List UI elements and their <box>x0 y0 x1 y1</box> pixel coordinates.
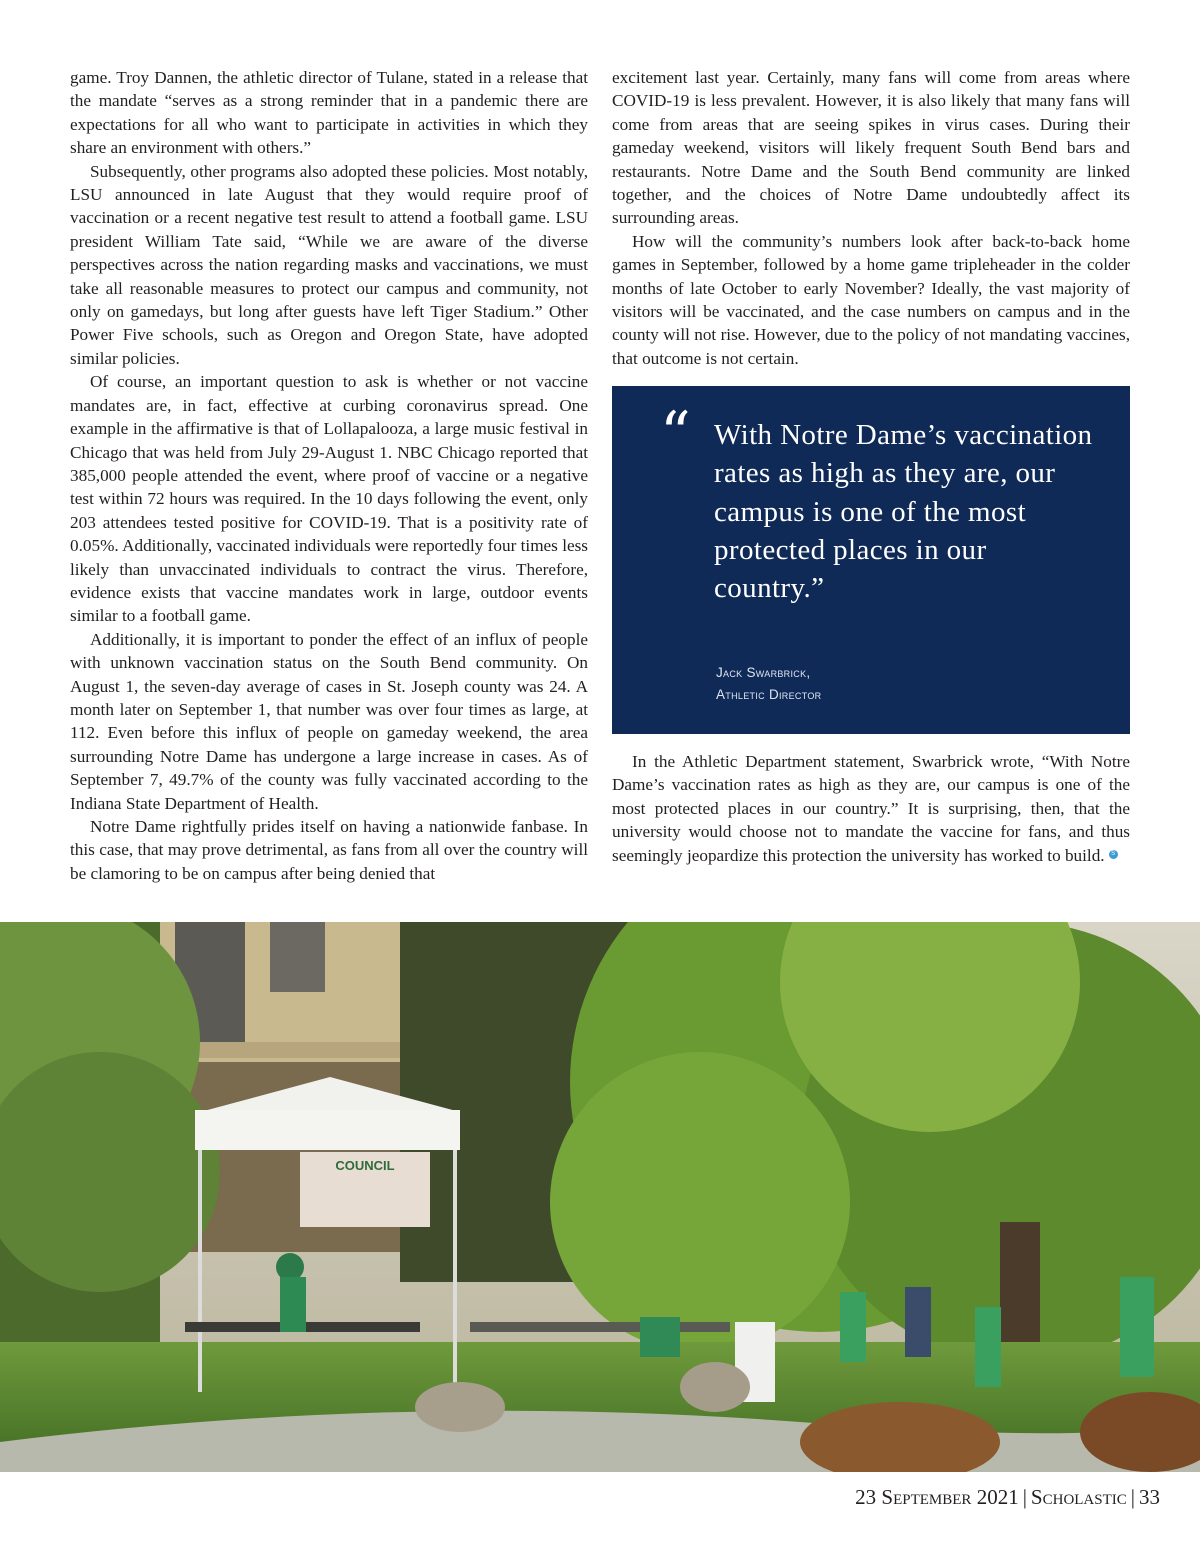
paragraph: How will the community’s numbers look after back-to-back home games in September, followed by a home game tripleheader in the colder months of late October to early November? Ideally, the vast majority of visitors will be vaccinated, and the case numbers on campus and in the county will not rise. However, due to the policy of not mandating vaccines, that outcome is not certain. <box>612 231 1130 368</box>
attribution-name: Jack Swarbrick, <box>716 665 811 680</box>
paragraph: Additionally, it is important to ponder the effect of an influx of people with unknown vaccination status on the South Bend community. On August 1, the seven-day average of cases in St. Joseph county was 24. A month later on September 1, that number was over four times as large, at 112. Even before this influx of people on gameday weekend, the area surrounding Notre Dame has undergone a large increase in cases. As of September 7, 49.7% of the county was fully vaccinated according to the Indiana State Department of Health. <box>70 629 588 813</box>
paragraph: Of course, an important question to ask is whether or not vaccine mandates are, in fact, effective at curbing coronavirus spread. One example in the affirmative is that of Lollapalooza, a large music festival in Chicago that was held from July 29-August 1. NBC Chicago reported that 385,000 people attended the event, where proof of vaccine or a negative test within 72 hours was required. In the 10 days following the event, only 203 attendees tested positive for COVID-19. That is a positivity rate of 0.05%. Additionally, vaccinated individuals were reportedly four times less likely than unvaccinated individuals to contract the virus. Therefore, evidence exists that vaccine mandates work in large, outdoor events similar to a football game. <box>70 372 588 626</box>
pull-quote <box>612 386 1130 734</box>
paragraph: Notre Dame rightfully prides itself on having a nationwide fanbase. In this case, that may prove detrimental, as fans from all over the country will be clamoring to be on campus after being denied that <box>70 817 588 883</box>
banner-text: COUNCIL <box>335 1158 395 1173</box>
page-footer <box>855 1484 1160 1510</box>
pull-quote-text: With Notre Dame’s vaccination rates as high as they are, our campus is one of the most protected places in our country.” <box>714 419 1093 605</box>
paragraph: excitement last year. Certainly, many fans will come from areas where COVID-19 is less prevalent. However, it is also likely that many fans will come from areas that are seeing spikes in virus cases. During their gameday weekend, visitors will likely frequent South Bend bars and restaurants. Notre Dame and the South Bend community are linked together, and the choices of Notre Dame undoubtedly affect its surrounding areas. <box>612 68 1130 228</box>
page-number: 33 <box>1139 1485 1160 1509</box>
divider: | <box>1022 1485 1027 1509</box>
paragraph <box>612 750 1130 867</box>
paragraph: game. Troy Dannen, the athletic director of Tulane, stated in a release that the mandate “serves as a strong reminder that in a pandemic there are expectations for all who want to participate in activities in which they share an environment with others.” <box>70 68 588 158</box>
photo-illustration <box>0 922 1200 1472</box>
attribution-role: Athletic Director <box>716 687 822 702</box>
divider: | <box>1130 1485 1135 1509</box>
end-of-article-icon: S <box>1109 850 1118 859</box>
article-column-right <box>612 66 1130 370</box>
campus-tailgate-photo <box>0 922 1200 1472</box>
closing-paragraph-text: In the Athletic Department statement, Swarbrick wrote, “With Notre Dame’s vaccination rates as high as they are, our campus is one of the most protected places in our country.” It is surprising, then, that the university would choose not to mandate the vaccine for fans, and thus seemingly jeopardize this protection the university has worked to build. <box>612 752 1130 865</box>
issue-date: 23 September 2021 <box>855 1485 1019 1509</box>
quote-mark-icon: “ <box>660 399 691 469</box>
paragraph: Subsequently, other programs also adopted these policies. Most notably, LSU announced in late August that they would require proof of vaccination or a recent negative test result to attend a football game. LSU president William Tate said, “While we are aware of the diverse perspectives across the nation regarding masks and vaccinations, we must take all reasonable measures to protect our campus and community, not only on gamedays, but long after guests have left Tiger Stadium.” Other Power Five schools, such as Oregon and Oregon State, have adopted similar policies. <box>70 161 588 368</box>
article-column-left <box>70 66 588 885</box>
publication-name: Scholastic <box>1030 1485 1127 1509</box>
pull-quote-attribution <box>716 662 821 706</box>
article-column-right-continued <box>612 750 1130 867</box>
